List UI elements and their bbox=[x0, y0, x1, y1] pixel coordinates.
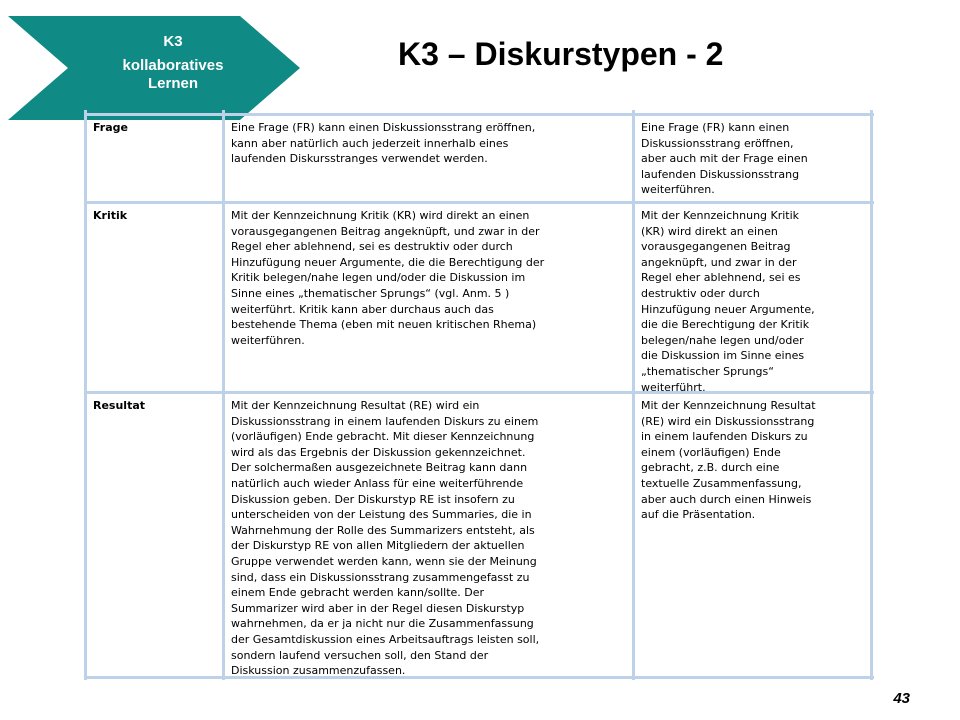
text-line: kann aber natürlich auch jederzeit innerhalb eines bbox=[231, 136, 509, 150]
text-line: wahrnehmen, da er ja nicht nur die Zusammenfassung bbox=[231, 617, 534, 631]
text-line: auf die Präsentation. bbox=[641, 508, 756, 522]
text-line: gebracht, z.B. durch eine bbox=[641, 461, 780, 475]
text-line: in einem laufenden Diskurs zu bbox=[641, 430, 808, 444]
text-line: Mit der Kennzeichnung Resultat bbox=[641, 399, 816, 412]
badge-label bbox=[108, 30, 238, 93]
row-label bbox=[87, 116, 222, 140]
text-line: aber auch mit der Frage einen bbox=[641, 152, 808, 166]
text-line: (RE) wird ein Diskussionsstrang bbox=[641, 414, 815, 428]
row-short-description bbox=[635, 394, 870, 527]
text-line: sind, dass ein Diskussionsstrang zusammengefasst zu bbox=[231, 570, 530, 584]
text-line: Resultat bbox=[93, 399, 146, 412]
text-line: einem (vorläufigen) Ende bbox=[641, 445, 781, 459]
text-line: der Gesamtdiskussion eines Arbeitsauftrags leisten soll, bbox=[231, 632, 540, 646]
row-label bbox=[87, 394, 222, 418]
text-line: laufenden Diskussionsstrang bbox=[641, 167, 800, 181]
text-line: Diskussion geben. Der Diskurstyp RE ist insofern zu bbox=[231, 492, 515, 506]
row-label bbox=[87, 204, 222, 228]
text-line: Diskussionsstrang eröffnen, bbox=[641, 136, 794, 150]
discourse-types-table bbox=[84, 110, 874, 680]
text-line: aber auch durch einen Hinweis bbox=[641, 492, 812, 506]
page-title: K3 – Diskurstypen - 2 bbox=[398, 36, 724, 72]
text-line: Gruppe verwendet werden kann, wenn sie der Meinung bbox=[231, 554, 537, 568]
text-line: weiterführt. Kritik kann aber durchaus auch das bbox=[231, 302, 494, 316]
text-line: Hinzufügung neuer Argumente, bbox=[641, 302, 815, 316]
text-line: weiterführt. bbox=[641, 380, 706, 394]
text-line: natürlich auch wieder Anlass für eine weiterführende bbox=[231, 476, 524, 490]
text-line: Eine Frage (FR) kann einen bbox=[641, 121, 790, 134]
text-line: vorausgegangenen Beitrag angeknüpft, und zwar in der bbox=[231, 224, 540, 238]
text-line: wird als das Ergebnis der Diskussion gekennzeichnet. bbox=[231, 445, 526, 459]
text-line: belegen/nahe legen und/oder bbox=[641, 333, 804, 347]
text-line: sondern laufend versuchen soll, den Stand der bbox=[231, 648, 489, 662]
text-line: (vorläufigen) Ende gebracht. Mit dieser Kennzeichnung bbox=[231, 430, 535, 444]
text-line: „thematischer Sprungs“ bbox=[641, 364, 774, 378]
text-line: angeknüpft, und zwar in der bbox=[641, 255, 797, 269]
text-line: Diskussion zusammenzufassen. bbox=[231, 664, 406, 678]
text-line: vorausgegangenen Beitrag bbox=[641, 240, 791, 254]
text-line: Frage bbox=[93, 121, 128, 134]
text-line: Kritik belegen/nahe legen und/oder die Diskussion im bbox=[231, 271, 526, 285]
text-line: Mit der Kennzeichnung Kritik bbox=[641, 209, 800, 222]
text-line: laufenden Diskursstranges verwendet werden. bbox=[231, 152, 488, 166]
text-line: Mit der Kennzeichnung Kritik (KR) wird direkt an einen bbox=[231, 209, 530, 222]
text-line: Diskussionsstrang in einem laufenden Diskurs zu einem bbox=[231, 414, 539, 428]
text-line: Eine Frage (FR) kann einen Diskussionsstrang eröffnen, bbox=[231, 121, 536, 134]
row-short-description bbox=[635, 116, 870, 202]
row-short-description bbox=[635, 204, 870, 399]
text-line: bestehende Thema (eben mit neuen kritischen Rhema) bbox=[231, 318, 537, 332]
badge-line-3: Lernen bbox=[147, 75, 198, 92]
page-number: 43 bbox=[893, 690, 910, 707]
text-line: Summarizer wird aber in der Regel diesen Diskurstyp bbox=[231, 601, 525, 615]
text-line: Regel eher ablehnend, sei es bbox=[641, 271, 801, 285]
section-badge bbox=[8, 16, 300, 120]
text-line: Regel eher ablehnend, sei es destruktiv oder durch bbox=[231, 240, 513, 254]
text-line: (KR) wird direkt an einen bbox=[641, 224, 778, 238]
text-line: destruktiv oder durch bbox=[641, 286, 760, 300]
column-divider bbox=[870, 110, 873, 680]
badge-line-2: kollaboratives bbox=[122, 57, 224, 74]
text-line: unterscheiden von der Leistung des Summaries, die in bbox=[231, 508, 532, 522]
row-description bbox=[225, 116, 632, 171]
text-line: textuelle Zusammenfassung, bbox=[641, 476, 802, 490]
row-description bbox=[225, 394, 632, 680]
text-line: Kritik bbox=[93, 209, 128, 222]
text-line: weiterführen. bbox=[231, 333, 305, 347]
badge-line-1: K3 bbox=[163, 33, 183, 50]
text-line: Der solchermaßen ausgezeichnete Beitrag kann dann bbox=[231, 461, 528, 475]
text-line: Wahrnehmung der Rolle des Summarizers entsteht, als bbox=[231, 523, 535, 537]
text-line: die Diskussion im Sinne eines bbox=[641, 349, 805, 363]
text-line: Mit der Kennzeichnung Resultat (RE) wird ein bbox=[231, 399, 480, 412]
text-line: die die Berechtigung der Kritik bbox=[641, 318, 810, 332]
text-line: Sinne eines „thematischer Sprungs“ (vgl. Anm. 5 ) bbox=[231, 286, 510, 300]
text-line: der Diskurstyp RE von allen Mitgliedern der aktuellen bbox=[231, 539, 525, 553]
text-line: Hinzufügung neuer Argumente, die die Berechtigung der bbox=[231, 255, 545, 269]
text-line: weiterführen. bbox=[641, 183, 715, 197]
row-description bbox=[225, 204, 632, 352]
text-line: einem Ende gebracht werden kann/sollte. Der bbox=[231, 586, 485, 600]
